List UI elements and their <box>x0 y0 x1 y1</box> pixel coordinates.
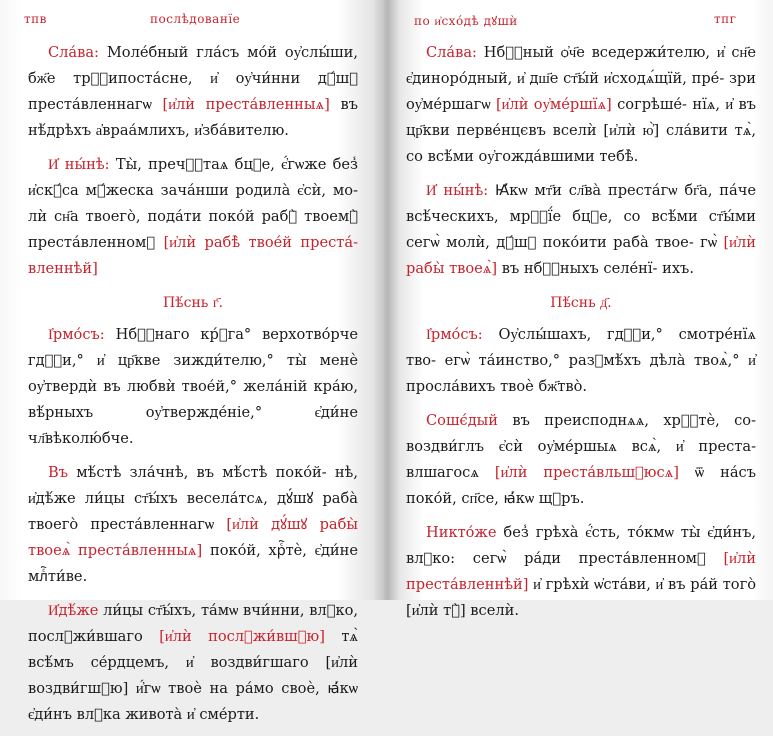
rubric-alternative: [и҆лѝ послꙋжи́вшꙋю] <box>159 628 325 645</box>
paragraph-text: въ нѣ́дрѣхъ а҆враа́млихъ, и҆зба́вителю. <box>28 96 359 139</box>
paragraph-initial: Никто́же <box>426 524 497 541</box>
paragraph-text: Нбⷭ҇ный ѻ҆ч҃е вседержи́телю, и҆ сн҃е є҆диноро́дный, и҆ дш҃е ст҃ы́й и҆сходѧ́щїй, пре́- зри оу҆ме́ршагѡ <box>406 44 756 113</box>
rubric-alternative: [и҆лѝ оу҆ме́ршїѧ] <box>495 96 612 113</box>
paragraph-text: ли́цы ст҃ы́хъ, та́мѡ вчи́нни, влⷣко, послꙋжи́вшаго <box>28 602 358 645</box>
right-page-body <box>406 40 756 632</box>
paragraph-initial: Сошє́дый <box>426 412 499 429</box>
paragraph-text: поко́й, хрⷭ҇тѐ, є҆ди́не млⷭ҇ти́ве. <box>28 542 359 585</box>
paragraph-text: Ты̀, пречⷭ҇таѧ бцⷣе, є҆́гѡже без̾ и҆скꙋ́са мꙋ́жеска зача́нши родила̀ є҆сѝ, мо- лѝ сн҃а твоего̀, пода́ти поко́й рабꙋ̀ твоемꙋ̀ преста́вленномꙋ <box>28 156 359 251</box>
rubric-alternative: [и҆лѝ преста́вльшꙋюсѧ] <box>494 464 679 481</box>
paragraph-text: въ преисподнѧѧ, хрⷭ҇тѐ, со- воздви́глъ є҆сѝ оу҆ме́ршыѧ всѧ̀, и҆ преста- влшагосѧ <box>406 412 757 481</box>
right-paragraph-troparion-2 <box>406 520 756 624</box>
rubric-irmos: І҆рмо́съ: <box>426 326 483 343</box>
left-paragraph-troparion-2 <box>28 598 358 728</box>
paragraph-text: без̾ грѣха̀ є҆́сть, то́кмѡ ты̀ є҆ди́нъ, влⷣко: сегѡ̀ ра́ди преста́вленномꙋ <box>406 524 756 567</box>
right-paragraph-irmos <box>406 322 756 400</box>
rubric-alternative: [и҆лѝ рабы̀ твоеѧ̀] <box>406 234 756 277</box>
paragraph-text: и҆ грѣхѝ ѡ҆ста́ви, и҆ въ ра́й того̀ [и҆лѝ тꙋ̀] вселѝ. <box>406 576 756 619</box>
rubric-alternative: [и҆лѝ преста́вленныѧ] <box>162 96 330 113</box>
left-paragraph-irmos <box>28 322 358 452</box>
right-paragraph-slava <box>406 40 756 170</box>
left-page-body <box>28 40 358 736</box>
paragraph-text: ѿ на́съ поко́й, сп҃се, ꙗ҆́кѡ щⷣръ. <box>406 464 756 507</box>
left-paragraph-i-nyne <box>28 152 358 282</box>
paragraph-text: Нбⷭ҇наго кр́ꙋга° верхотво́рче гдⷭ҇и,° и҆ цр҃кве зижди́телю,° ты̀ менѐ оу҆твердѝ въ любвѝ твое́й,° жела́ній кра́ю, вѣ́рныхъ оу҆твержде́ніе,° є҆ди́не чл҃вѣколю́бче. <box>28 326 358 447</box>
rubric-i-nyne: И҆ ны́нѣ: <box>48 156 110 173</box>
left-running-title: послѣдованїе <box>150 12 241 26</box>
rubric-alternative: [и҆лѝ рабѣ̀ твое́й преста́- вленнѣй] <box>28 234 359 277</box>
rubric-slava: Сла́ва: <box>426 44 477 61</box>
right-running-title: по и҆схо́дѣ дꙋшѝ <box>414 14 518 28</box>
left-page <box>0 0 384 723</box>
paragraph-initial: Въ <box>48 464 69 481</box>
paragraph-text: Ꙗ҆́кѡ мт҃и сл҃ва̀ преста́гѡ бг҃а, па́че всѣ́ческихъ, мрⷭ҇ї́е бцⷣе, со всѣ́ми ст҃ы́ми сегѡ̀ молѝ, дꙋ́шꙋ поко́ити раба̀ твое- гѡ̀ <box>406 182 757 251</box>
paragraph-text: Моле́бный гла́съ мо́й оу҆слы́ши, бж҃е трⷪ҇ипоста́сне, и҆ оу҆чи́нни дꙋ́шꙋ преста́вленнагѡ <box>28 44 358 113</box>
right-paragraph-troparion-1 <box>406 408 756 512</box>
paragraph-initial: И҆дѣ́же <box>48 602 99 619</box>
paragraph-text: мѣ́стѣ зла́чнѣ, въ мѣ́стѣ поко́й- нѣ, и҆дѣ́же ли́цы ст҃ы́хъ весела́тсѧ, дꙋ́шꙋ раба̀ твоего̀ преста́вленнагѡ <box>28 464 358 533</box>
book-gutter-shadow <box>372 0 400 600</box>
rubric-alternative: [и҆лѝ преста́вленнѣй] <box>406 550 756 593</box>
right-page-number: тпг <box>714 12 737 26</box>
paragraph-text: согрѣше́- нїѧ, и҆ въ цр҃кви перве́нцєвъ вселѝ [и҆лѝ ю҆̀] сла́вити тѧ̀, со всѣ́ми оу҆гожда́вшими тебѣ̀. <box>406 96 757 165</box>
left-paragraph-troparion-1 <box>28 460 358 590</box>
paragraph-text: Оу҆слы́шахъ, гдⷭ҇и,° смотре́нїѧ тво- егѡ̀ та́инство,° разꙋмѣ́хъ дѣла̀ твоѧ̀,° и҆ просла́вихъ твоѐ бж҃тво̀. <box>406 326 757 395</box>
right-page <box>384 0 773 619</box>
paragraph-text: тѧ̀ всѣ́мъ се́рдцемъ, и҆ воздви́гшаго [и҆лѝ воздви́гшꙋю] и҆́гѡ твоѐ на ра́мо своѐ, ꙗ҆́кѡ є҆ди́нъ влⷣка живота̀ и҆ сме́рти. <box>28 628 359 723</box>
rubric-slava: Сла́ва: <box>48 44 99 61</box>
paragraph-text: въ нбⷭ҇ныхъ селе́нї- ихъ. <box>501 260 694 277</box>
rubric-alternative: [и҆лѝ дꙋ́шꙋ рабы̀ твоеѧ̀ преста́вленныѧ] <box>28 516 359 559</box>
ode-heading: Пѣ́снь д҃. <box>550 295 612 311</box>
left-paragraph-slava <box>28 40 358 144</box>
ode-heading: Пѣ́снь г҃. <box>162 295 224 311</box>
rubric-irmos: І҆рмо́съ: <box>48 326 105 343</box>
left-page-number: тпв <box>24 12 47 26</box>
right-paragraph-i-nyne <box>406 178 756 282</box>
rubric-i-nyne: И҆ ны́нѣ: <box>426 182 489 199</box>
